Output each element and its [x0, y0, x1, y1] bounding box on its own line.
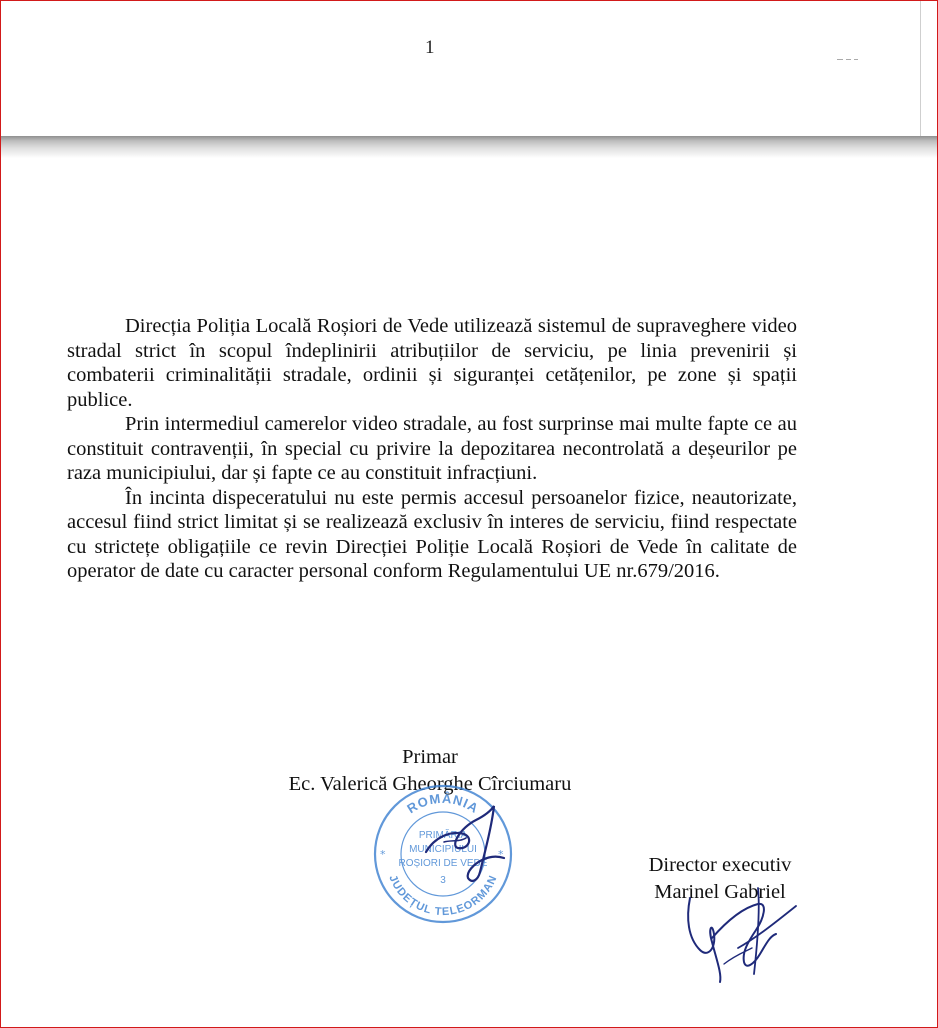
scan-speck — [837, 59, 861, 61]
previous-page-footer — [1, 1, 937, 136]
director-name: Marinel Gabriel — [654, 881, 786, 903]
page-edge-rule — [920, 1, 921, 136]
svg-text:*: * — [498, 848, 504, 861]
paragraph-contraventii: Prin intermediul camerelor video stradale, au fost surprinse mai multe fapte ce au constituit contravenții, în special cu privire la depozitarea necontrolată a deșeurilor pe raza municipiului, dar și fapte ce au constituit infracțiuni. — [67, 413, 797, 484]
stamp-number: 3 — [440, 875, 446, 886]
page-number: 1 — [425, 37, 435, 58]
stamp-bottom-text: JUDEȚUL TELEORMAN — [386, 873, 500, 919]
paragraph-acces-dispecerat: În incinta dispeceratului nu este permis accesul persoanelor fizice, neautorizate, accesul fiind strict limitat și se realizează exclusiv în interes de serviciu, fiind respectate cu strictețe obligațiile ce revin Direcției Poliție Locală Roșiori de Vede în calitate de operator de date cu caracter personal conform Regulamentului UE nr.679/2016. — [67, 486, 797, 582]
stamp-line-1: PRIMĂRIA — [418, 830, 468, 841]
stamp-top-text: ROMÂNIA — [404, 790, 482, 817]
svg-text:*: * — [380, 848, 386, 861]
primar-handwritten-signature — [420, 798, 510, 890]
document-body — [67, 314, 797, 584]
paragraph-supraveghere: Direcția Poliția Locală Roșiori de Vede utilizează sistemul de supraveghere video stradal strict în scopul îndeplinirii atribuțiilor de serviciu, pe linia prevenirii și combaterii criminalității stradale, ordinii și siguranței cetățenilor, pe zone și spații publice. — [67, 315, 797, 411]
stamp-line-2: MUNICIPIULUI — [409, 844, 477, 855]
director-role: Director executiv — [648, 854, 792, 876]
director-handwritten-signature — [672, 878, 802, 988]
primar-name: Ec. Valerică Gheorghe Cîrciumaru — [288, 773, 572, 795]
page-break-divider — [1, 136, 937, 158]
stamp-line-3: ROȘIORI DE VEDE — [398, 858, 488, 869]
primar-role: Primar — [402, 746, 458, 768]
